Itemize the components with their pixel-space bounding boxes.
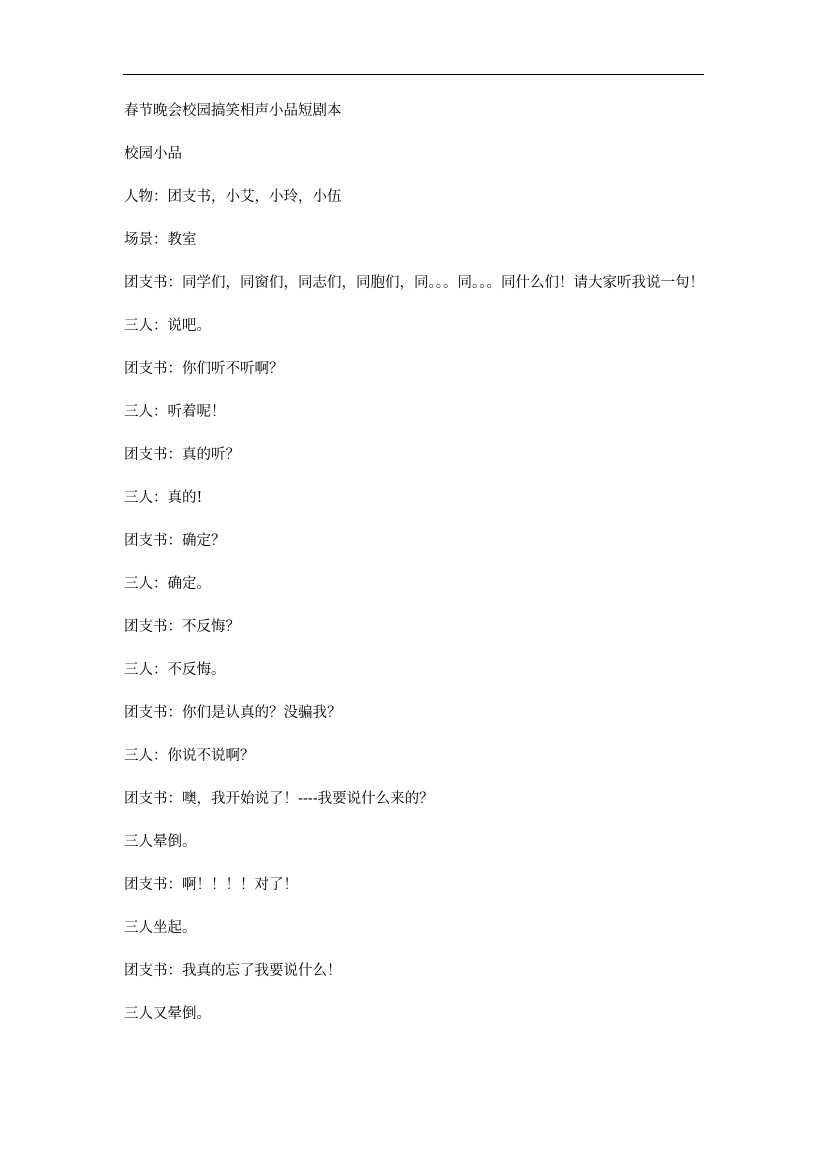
section-heading: 校园小品 bbox=[124, 146, 182, 162]
document-title: 春节晚会校园搞笑相声小品短剧本 bbox=[124, 103, 342, 119]
header-rule bbox=[123, 74, 704, 75]
dialogue-line: 三人：听着呢！ bbox=[124, 404, 226, 420]
dialogue-line: 团支书：你们是认真的？没骗我？ bbox=[124, 705, 342, 721]
scene-line: 场景：教室 bbox=[124, 232, 197, 248]
dialogue-line: 三人：不反悔。 bbox=[124, 662, 226, 678]
dialogue-line: 三人：说吧。 bbox=[124, 318, 211, 334]
characters-line: 人物：团支书，小艾，小玲，小伍 bbox=[124, 189, 342, 205]
dialogue-line: 团支书：啊！！！！对了！ bbox=[124, 877, 298, 893]
stage-direction: 三人又晕倒。 bbox=[124, 1006, 211, 1022]
document-body bbox=[124, 100, 706, 1046]
stage-direction: 三人晕倒。 bbox=[124, 834, 197, 850]
dialogue-line: 团支书：不反悔？ bbox=[124, 619, 240, 635]
dialogue-line: 团支书：噢，我开始说了！----我要说什么来的？ bbox=[124, 791, 434, 807]
stage-direction: 三人坐起。 bbox=[124, 920, 197, 936]
dialogue-line: 三人：确定。 bbox=[124, 576, 211, 592]
dialogue-line: 三人：你说不说啊？ bbox=[124, 748, 255, 764]
dialogue-line: 团支书：你们听不听啊？ bbox=[124, 361, 284, 377]
dialogue-line: 三人：真的! bbox=[124, 490, 203, 506]
dialogue-line: 团支书：同学们，同窗们，同志们，同胞们，同。。。同。。。同什么们！请大家听我说一句！ bbox=[124, 275, 704, 291]
dialogue-line: 团支书：真的听？ bbox=[124, 447, 240, 463]
dialogue-line: 团支书：我真的忘了我要说什么！ bbox=[124, 963, 342, 979]
dialogue-line: 团支书：确定？ bbox=[124, 533, 226, 549]
